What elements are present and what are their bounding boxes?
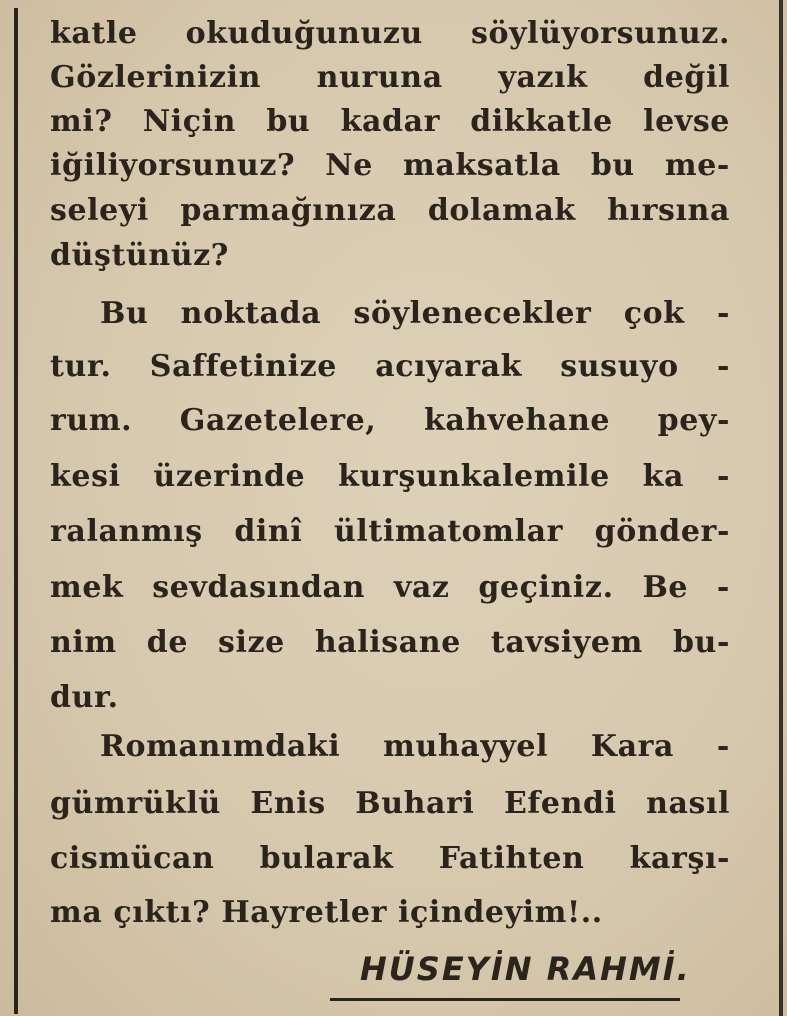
text-line: ma çıktı? Hayretler içindeyim!.. <box>50 895 603 930</box>
author-signature: HÜSEYİN RAHMİ. <box>360 950 691 988</box>
text-line: iğiliyorsunuz? Ne maksatla bu me- <box>50 148 730 183</box>
text-line: dur. <box>50 680 119 715</box>
column-rule-right <box>779 0 783 1016</box>
text-line: gümrüklü Enis Buhari Efendi nasıl <box>50 786 730 821</box>
text-line: cismücan bularak Fatihten karşı- <box>50 841 730 876</box>
text-line: Bu noktada söylenecekler çok - <box>100 296 730 331</box>
signature-underline <box>330 998 680 1001</box>
column-rule-left <box>14 8 18 1014</box>
text-line: nim de size halisane tavsiyem bu- <box>50 625 730 660</box>
text-line: mek sevdasından vaz geçiniz. Be - <box>50 570 730 605</box>
text-line: düştünüz? <box>50 238 229 273</box>
text-line: tur. Saffetinize acıyarak susuyo - <box>50 349 730 384</box>
text-line: seleyi parmağınıza dolamak hırsına <box>50 193 730 228</box>
text-line: kesi üzerinde kurşunkalemile ka - <box>50 459 730 494</box>
text-line: Gözlerinizin nuruna yazık değil <box>50 60 730 95</box>
text-line: rum. Gazetelere, kahvehane pey- <box>50 403 730 438</box>
text-line: mi? Niçin bu kadar dikkatle levse <box>50 104 730 139</box>
text-line: katle okuduğunuzu söylüyorsunuz. <box>50 16 730 51</box>
text-line: ralanmış dinî ültimatomlar gönder- <box>50 514 730 549</box>
text-line: Romanımdaki muhayyel Kara - <box>100 729 730 764</box>
